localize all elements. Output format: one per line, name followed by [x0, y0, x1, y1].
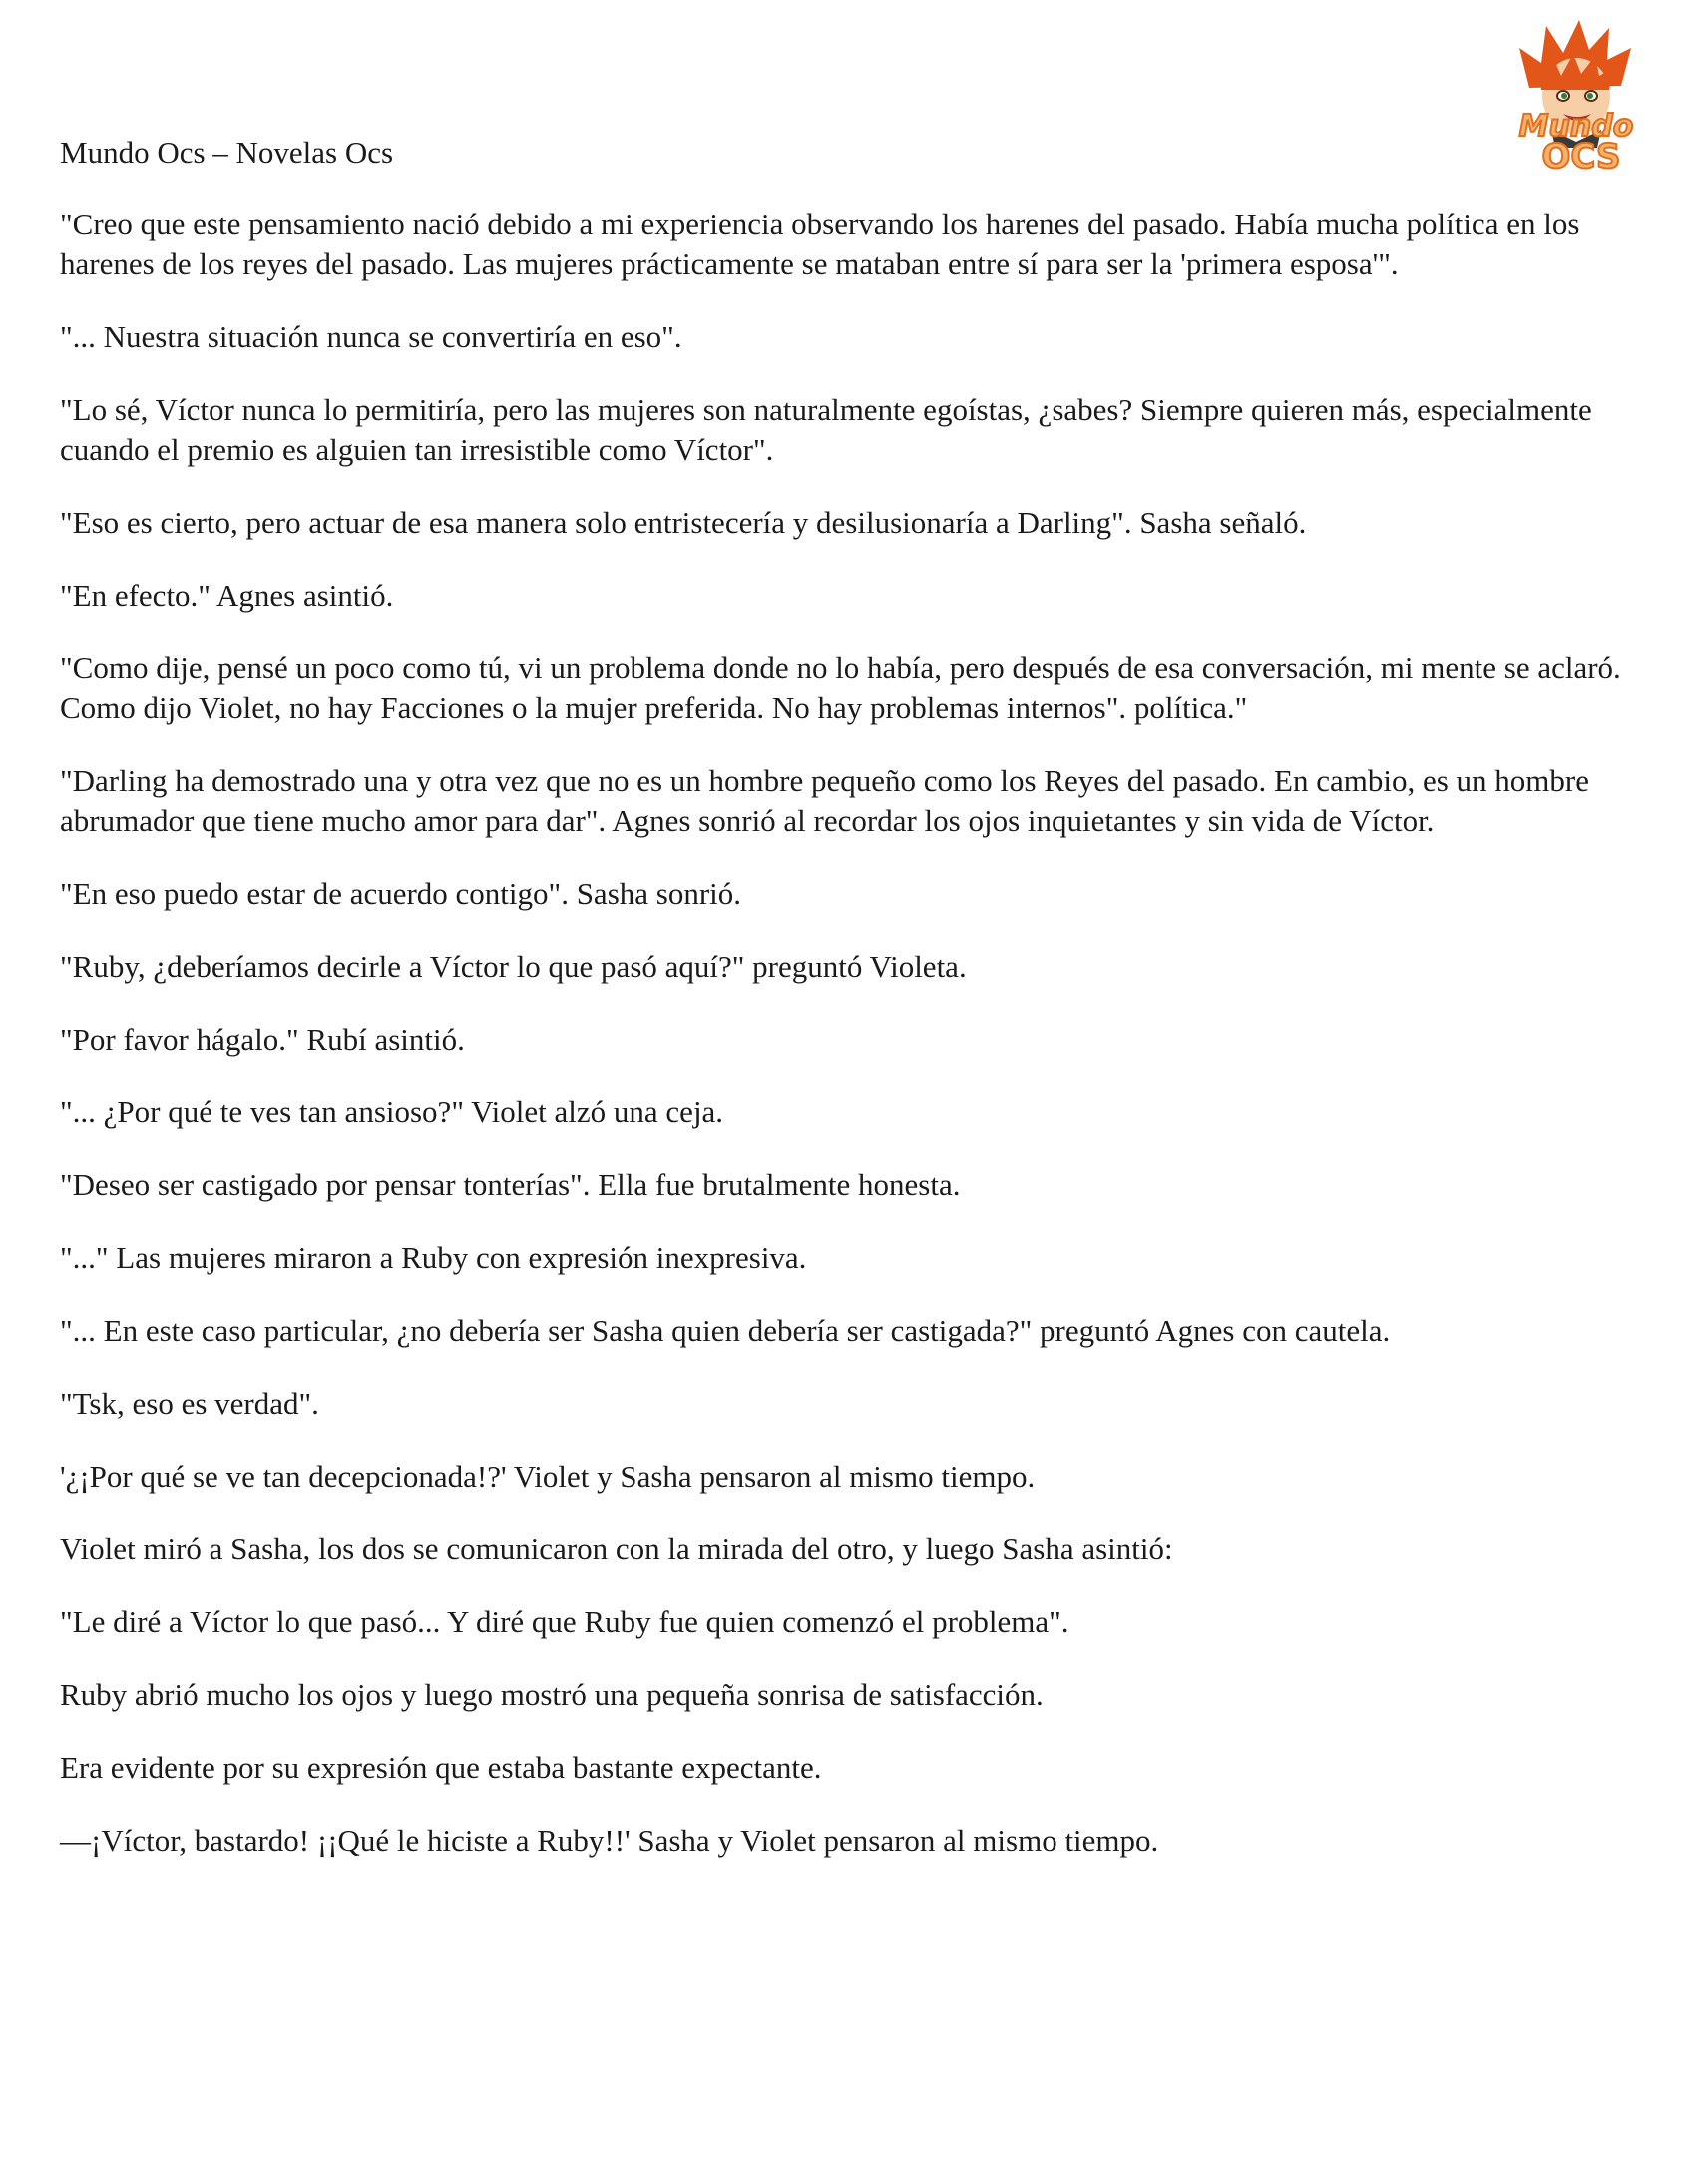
paragraph: "Lo sé, Víctor nunca lo permitiría, pero las mujeres son naturalmente egoístas, ¿sabes? Siempre quieren más, especialmente cuando el premio es alguien tan irresistible como Víctor".: [60, 392, 1592, 467]
paragraph: —¡Víctor, bastardo! ¡¡Qué le hiciste a Ruby!!' Sasha y Violet pensaron al mismo tiempo.: [60, 1823, 1159, 1858]
document-body: [60, 205, 1636, 1894]
paragraph: "En eso puedo estar de acuerdo contigo". Sasha sonrió.: [60, 876, 742, 911]
paragraph: Violet miró a Sasha, los dos se comunicaron con la mirada del otro, y luego Sasha asintió:: [60, 1531, 1173, 1566]
paragraph: "... En este caso particular, ¿no debería ser Sasha quien debería ser castigada?" preguntó Agnes con cautela.: [60, 1313, 1391, 1348]
paragraph: Era evidente por su expresión que estaba bastante expectante.: [60, 1750, 822, 1785]
paragraph: "Darling ha demostrado una y otra vez que no es un hombre pequeño como los Reyes del pasado. En cambio, es un hombre abrumador que tiene mucho amor para dar". Agnes sonrió al recordar los ojos inquietantes y sin vida de Víctor.: [60, 763, 1589, 838]
svg-text:Mundo: Mundo: [1518, 109, 1634, 144]
paragraph: "... Nuestra situación nunca se convertiría en eso".: [60, 319, 682, 354]
paragraph: "..." Las mujeres miraron a Ruby con expresión inexpresiva.: [60, 1240, 807, 1275]
paragraph: "Creo que este pensamiento nació debido a mi experiencia observando los harenes del pasado. Había mucha política en los harenes de los reyes del pasado. Las mujeres prácticamente se mataban entre sí para ser la 'primera esposa'".: [60, 207, 1580, 281]
paragraph: Ruby abrió mucho los ojos y luego mostró una pequeña sonrisa de satisfacción.: [60, 1677, 1044, 1712]
paragraph: "Ruby, ¿deberíamos decirle a Víctor lo que pasó aquí?" preguntó Violeta.: [60, 949, 967, 984]
svg-text:OCS: OCS: [1541, 137, 1621, 177]
paragraph: "Le diré a Víctor lo que pasó... Y diré que Ruby fue quien comenzó el problema".: [60, 1604, 1069, 1639]
paragraph: "Eso es cierto, pero actuar de esa manera solo entristecería y desilusionaría a Darling". Sasha señaló.: [60, 505, 1307, 540]
paragraph: "Por favor hágalo." Rubí asintió.: [60, 1022, 465, 1057]
paragraph: '¿¡Por qué se ve tan decepcionada!?' Violet y Sasha pensaron al mismo tiempo.: [60, 1459, 1036, 1494]
paragraph: "Deseo ser castigado por pensar tonterías". Ella fue brutalmente honesta.: [60, 1167, 961, 1202]
paragraph: "En efecto." Agnes asintió.: [60, 578, 394, 613]
paragraph: "Como dije, pensé un poco como tú, vi un problema donde no lo había, pero después de esa conversación, mi mente se aclaró. Como dijo Violet, no hay Facciones o la mujer preferida. No hay problemas internos". política.": [60, 651, 1621, 725]
mundo-ocs-logo: [1501, 18, 1651, 178]
paragraph: "... ¿Por qué te ves tan ansioso?" Violet alzó una ceja.: [60, 1094, 724, 1129]
paragraph: "Tsk, eso es verdad".: [60, 1386, 319, 1421]
document-header: Mundo Ocs – Novelas Ocs: [60, 135, 394, 170]
